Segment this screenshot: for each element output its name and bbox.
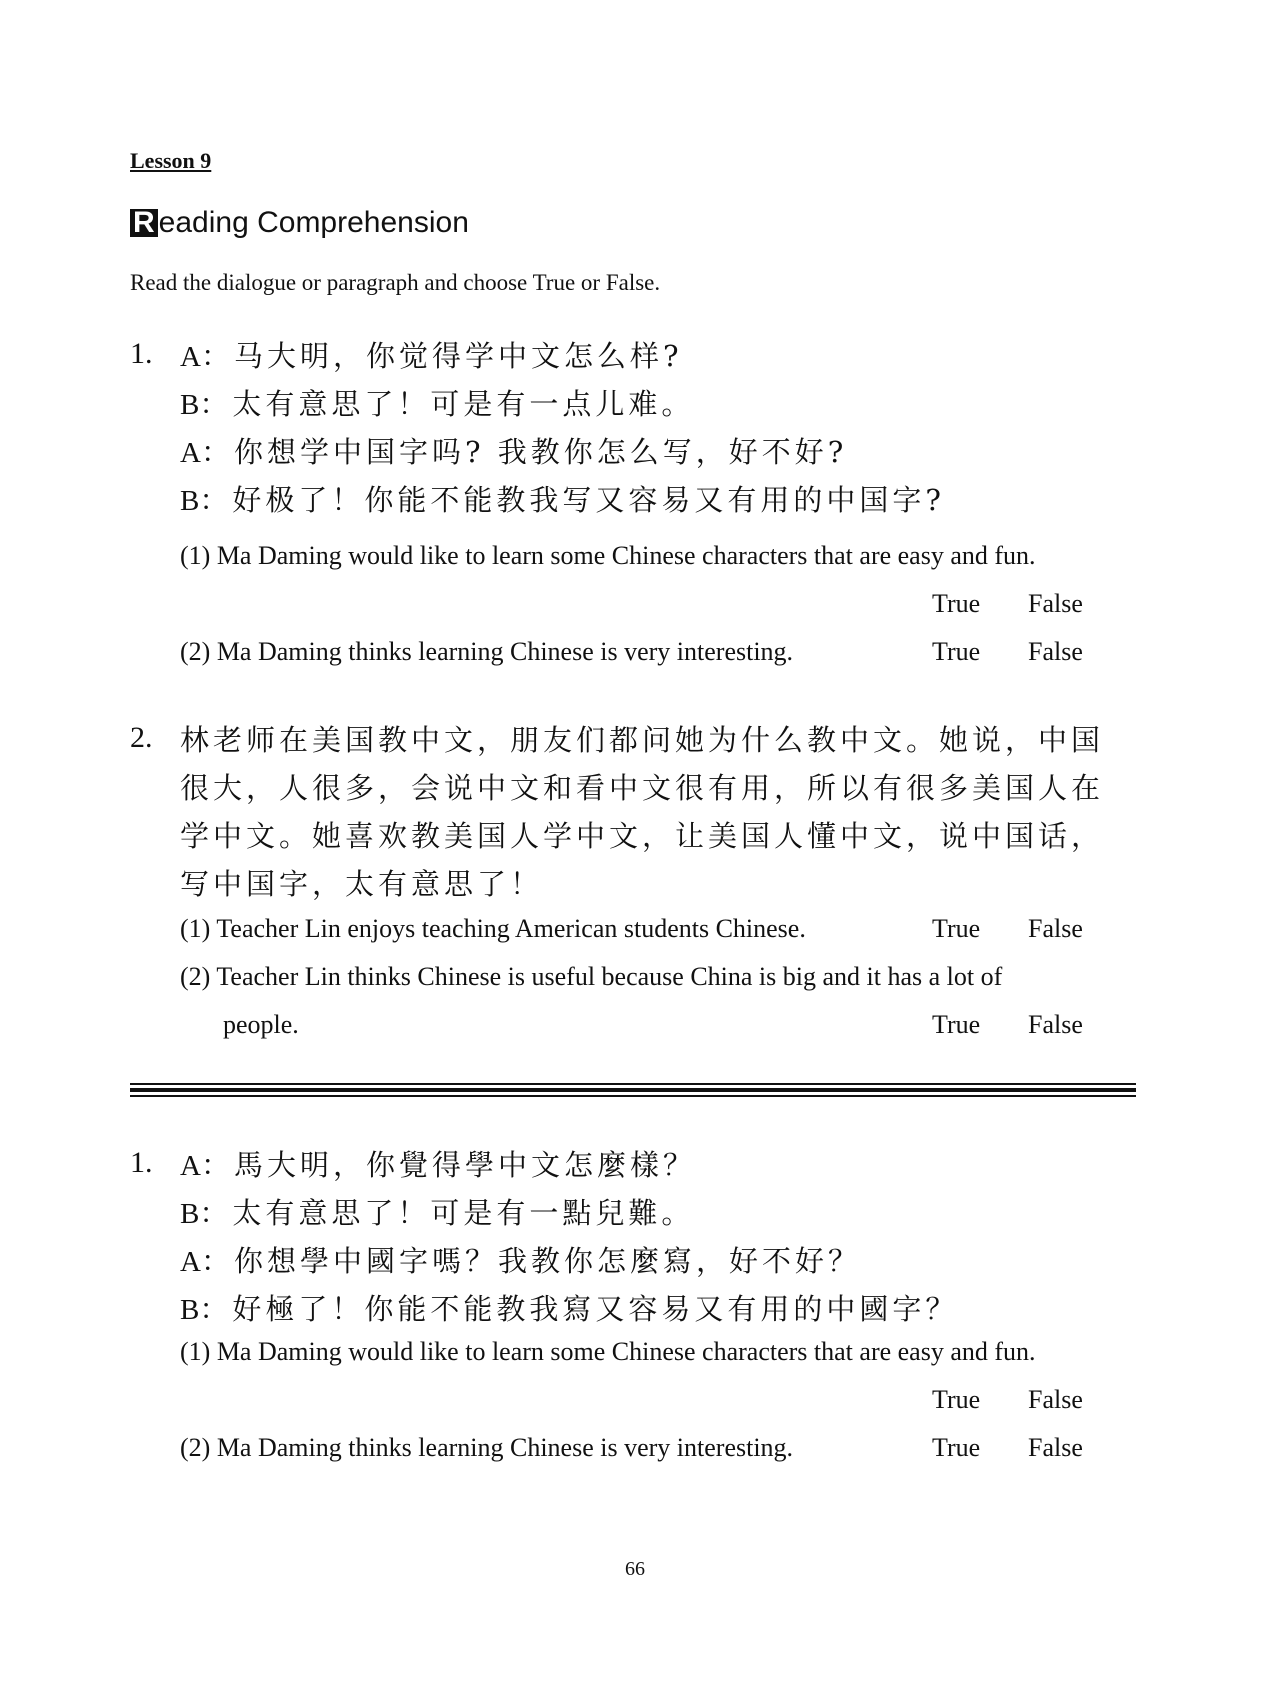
dialogue-text: ：太有意思了！可是有一点儿难。 (199, 387, 695, 421)
dialogue-line (180, 1239, 861, 1280)
statement: (2) Teacher Lin thinks Chinese is useful because China is big and it has a lot of (180, 962, 1003, 991)
divider-thick (130, 1088, 1136, 1092)
dialogue-text: ：好极了！你能不能教我写又容易又有用的中国字? (199, 483, 945, 517)
false-option[interactable]: False (1028, 589, 1083, 618)
dialogue-speaker: A (180, 341, 201, 373)
question-number: 1. (130, 337, 153, 370)
dialogue-speaker: A (180, 1246, 201, 1278)
dialogue-line (180, 1143, 696, 1184)
dialogue-text: ：马大明，你觉得学中文怎么样? (200, 339, 683, 373)
statement: (1) Teacher Lin enjoys teaching American students Chinese. (180, 914, 806, 943)
dialogue-line (180, 382, 694, 423)
dialogue-text: ：好極了！你能不能教我寫又容易又有用的中國字？ (199, 1292, 959, 1326)
divider-thin (130, 1095, 1136, 1097)
paragraph-line: 很大，人很多，会说中文和看中文很有用，所以有很多美国人在 (180, 771, 1105, 805)
instructions: Read the dialogue or paragraph and choose True or False. (130, 270, 661, 295)
statement: (1) Ma Daming would like to learn some Chinese characters that are easy and fun. (180, 1337, 1036, 1366)
false-option[interactable]: False (1028, 914, 1083, 943)
dialogue-text: ：你想学中国字吗? 我教你怎么写，好不好? (200, 435, 848, 469)
dialogue-line (180, 334, 683, 375)
dialogue-line (180, 1191, 694, 1232)
true-option[interactable]: True (932, 1010, 981, 1039)
dialogue-line (180, 430, 847, 471)
dialogue-text: ：馬大明，你覺得學中文怎麼樣？ (200, 1148, 696, 1182)
true-option[interactable]: True (932, 1433, 981, 1462)
section-title-text: eading Comprehension (158, 206, 469, 239)
paragraph-line: 学中文。她喜欢教美国人学中文，让美国人懂中文，说中国话， (180, 819, 1105, 853)
true-option[interactable]: True (932, 1385, 981, 1414)
false-option[interactable]: False (1028, 1385, 1083, 1414)
statement-continuation: people. (223, 1010, 299, 1039)
question-number: 1. (130, 1146, 153, 1179)
section-title (130, 206, 469, 240)
statement: (2) Ma Daming thinks learning Chinese is very interesting. (180, 1433, 794, 1462)
dialogue-speaker: A (180, 1150, 201, 1182)
false-option[interactable]: False (1028, 637, 1083, 666)
false-option[interactable]: False (1028, 1010, 1083, 1039)
dialogue-speaker: B (180, 485, 200, 517)
dialogue-text: ：太有意思了！可是有一點兒難。 (199, 1196, 695, 1230)
question-number: 2. (130, 721, 153, 754)
divider-thin (130, 1083, 1136, 1085)
true-option[interactable]: True (932, 637, 981, 666)
dialogue-line (180, 1287, 958, 1328)
paragraph-line: 林老师在美国教中文，朋友们都问她为什么教中文。她说，中国 (180, 723, 1105, 757)
dialogue-speaker: B (180, 1198, 200, 1230)
dialogue-speaker: B (180, 389, 200, 421)
dialogue-speaker: A (180, 437, 201, 469)
section-title-initial: R (130, 209, 158, 237)
statement: (2) Ma Daming thinks learning Chinese is very interesting. (180, 637, 794, 666)
statement: (1) Ma Daming would like to learn some Chinese characters that are easy and fun. (180, 541, 1036, 570)
true-option[interactable]: True (932, 914, 981, 943)
page-number: 66 (625, 1558, 645, 1580)
dialogue-text: ：你想學中國字嗎？我教你怎麼寫，好不好？ (200, 1244, 861, 1278)
true-option[interactable]: True (932, 589, 981, 618)
paragraph-line: 写中国字，太有意思了！ (180, 867, 544, 901)
lesson-title: Lesson 9 (130, 148, 212, 173)
dialogue-line (180, 478, 945, 519)
dialogue-speaker: B (180, 1294, 200, 1326)
false-option[interactable]: False (1028, 1433, 1083, 1462)
